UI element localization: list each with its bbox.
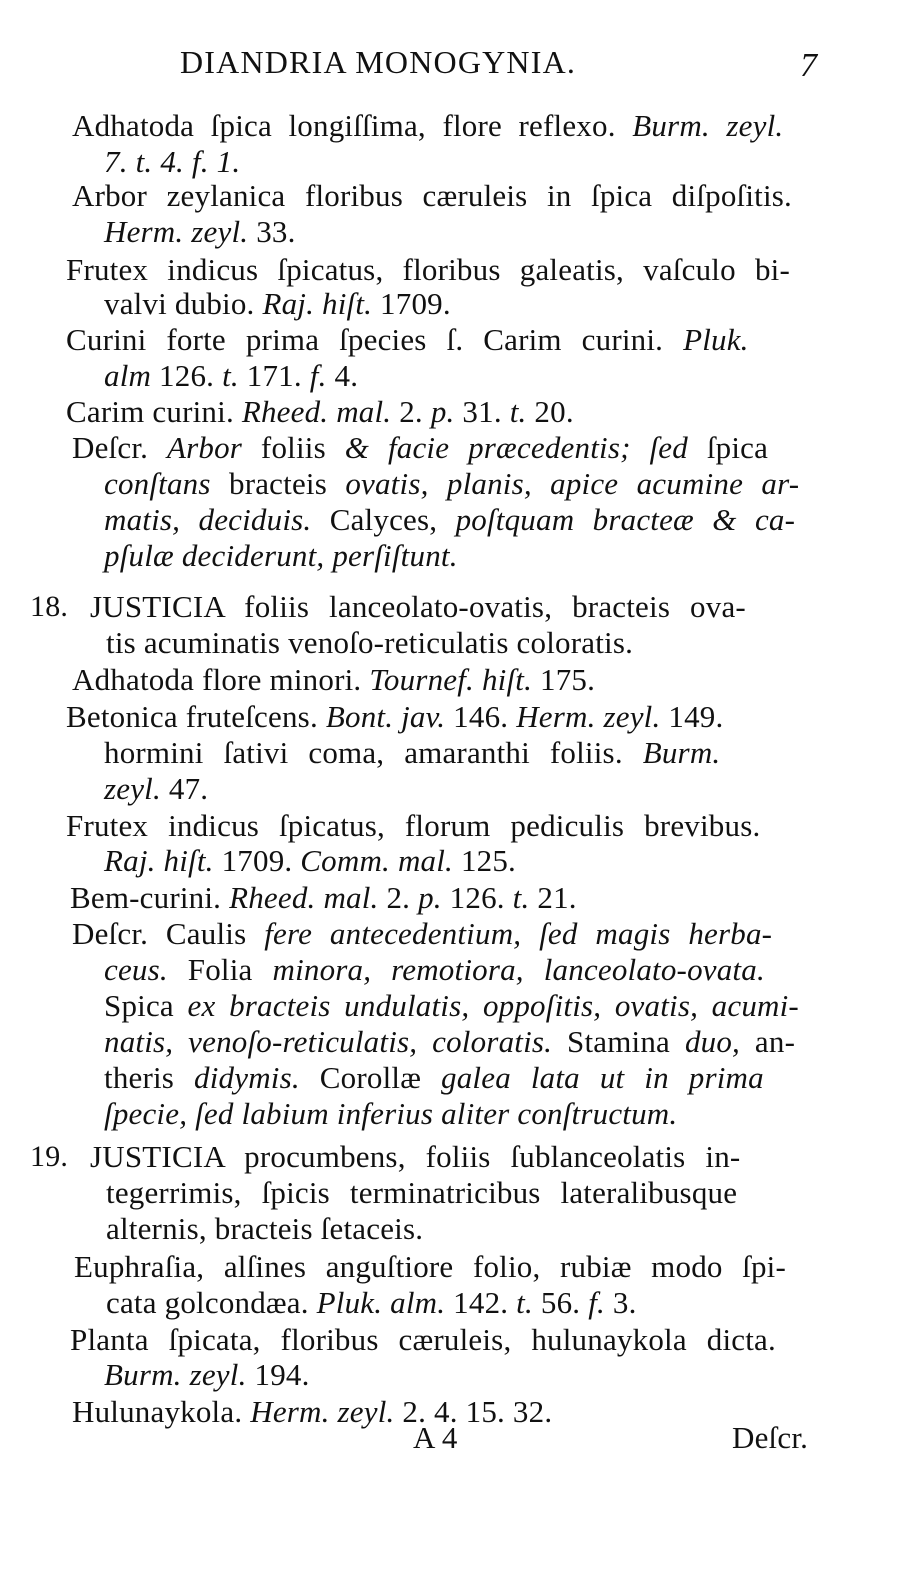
italic-run: duo,	[684, 1024, 740, 1059]
italic-run: Burm. zeyl.	[632, 108, 784, 143]
roman-run: 2.	[378, 880, 419, 915]
italic-run: didymis.	[194, 1060, 300, 1095]
roman-run: 142.	[445, 1285, 517, 1320]
roman-run: 125.	[453, 843, 516, 878]
roman-run: 146.	[445, 699, 517, 734]
italic-run: & facie præcedentis; ſed	[344, 430, 688, 465]
roman-run: Deſcr. Caulis	[72, 916, 265, 951]
roman-run: Adhatoda ſpica longiſſima, flore reflexo.	[72, 108, 633, 143]
italic-run: Tournef. hiſt.	[369, 662, 533, 697]
text-line	[72, 914, 772, 954]
signature-mark: A 4	[413, 1420, 458, 1455]
running-header: DIANDRIA MONOGYNIA.	[180, 44, 577, 80]
roman-run: hormini ſativi coma, amaranthi foliis.	[104, 735, 643, 770]
italic-run: t.	[222, 358, 239, 393]
italic-run: p.	[418, 880, 442, 915]
italic-run: alm	[104, 358, 152, 393]
text-line	[90, 1137, 740, 1177]
italic-run: matis, deciduis.	[104, 502, 312, 537]
roman-run: Folia	[167, 952, 273, 987]
italic-run: ex bracteis undulatis, oppoſitis, ovatis, acumi-	[187, 988, 799, 1023]
roman-run: tis acuminatis venoſo-reticulatis coloratis.	[106, 625, 634, 660]
text-line	[104, 500, 795, 540]
roman-run: 194.	[246, 1357, 310, 1392]
text-line	[90, 587, 746, 627]
text-line	[72, 106, 783, 146]
roman-run: JUSTICIA procumbens, foliis ſublanceolatis in-	[90, 1139, 741, 1174]
roman-run: 126.	[441, 880, 513, 915]
italic-run: pſulæ deciderunt, perſiſtunt.	[104, 538, 458, 573]
italic-run: Pluk. alm.	[316, 1285, 446, 1320]
italic-run: Rheed. mal.	[229, 880, 379, 915]
italic-run: Burm. zeyl.	[104, 1357, 247, 1392]
roman-run: 33.	[248, 214, 296, 249]
italic-run: Bont. jav.	[325, 699, 446, 734]
text-line	[104, 356, 358, 396]
roman-run: ſpica	[687, 430, 769, 465]
text-line	[104, 1094, 677, 1134]
page-number: 7	[800, 47, 818, 84]
italic-run: Comm. mal.	[300, 843, 453, 878]
italic-run: f.	[588, 1285, 605, 1320]
italic-run: minora, remotiora, lanceolato-ovata.	[272, 952, 765, 987]
text-line	[72, 176, 792, 216]
italic-run: poſtquam bracteæ & ca-	[455, 502, 796, 537]
italic-run: Pluk.	[683, 322, 749, 357]
roman-run: 1709.	[213, 843, 301, 878]
text-line	[72, 1392, 552, 1432]
roman-run: JUSTICIA foliis lanceolato-ovatis, bracteis ova-	[90, 589, 746, 624]
catchword: Deſcr.	[732, 1420, 809, 1455]
text-line	[104, 986, 799, 1026]
text-line	[106, 1283, 637, 1323]
roman-run: Spica	[104, 988, 188, 1023]
text-line	[66, 320, 749, 360]
italic-run: t.	[516, 1285, 533, 1320]
text-line	[104, 769, 208, 809]
text-line	[104, 950, 765, 990]
text-line	[106, 1173, 737, 1213]
roman-run: Carim curini.	[66, 394, 242, 429]
roman-run: Arbor zeylanica floribus cæruleis in ſpica diſpoſitis.	[72, 178, 792, 213]
entry-number-19: 19.	[30, 1140, 69, 1173]
italic-run: conſtans	[104, 466, 211, 501]
roman-run: Stamina	[552, 1024, 685, 1059]
roman-run: an-	[740, 1024, 796, 1059]
text-line	[72, 660, 595, 700]
italic-run: 7. t. 4. f. 1.	[104, 144, 241, 179]
italic-run: Herm. zeyl.	[250, 1394, 395, 1429]
text-line	[72, 428, 768, 468]
text-line	[104, 1058, 764, 1098]
roman-run: 31.	[454, 394, 510, 429]
italic-run: zeyl.	[104, 771, 161, 806]
roman-run: 2.	[391, 394, 431, 429]
roman-run: Planta ſpicata, floribus cæruleis, hulunaykola dicta.	[70, 1322, 776, 1357]
italic-run: Herm. zeyl.	[104, 214, 249, 249]
text-line	[106, 623, 633, 663]
roman-run: 2. 4. 15. 32.	[394, 1394, 553, 1429]
italic-run: ovatis, planis, apice acumine ar-	[345, 466, 800, 501]
text-line	[104, 536, 458, 576]
italic-run: p.	[430, 394, 455, 429]
roman-run: Frutex indicus ſpicatus, florum pediculis brevibus.	[66, 808, 761, 843]
italic-run: Herm. zeyl.	[516, 699, 661, 734]
roman-run: 20.	[526, 394, 574, 429]
roman-run: Corollæ	[299, 1060, 442, 1095]
text-line	[66, 392, 574, 432]
roman-run: Calyces,	[311, 502, 456, 537]
roman-run: cata golcondæa.	[106, 1285, 317, 1320]
italic-run: Raj. hiſt.	[104, 843, 214, 878]
text-line	[104, 733, 720, 773]
text-line	[70, 1320, 776, 1360]
italic-run: t.	[512, 880, 530, 915]
roman-run: Curini forte prima ſpecies ſ. Carim curini.	[66, 322, 684, 357]
roman-run: 47.	[160, 771, 209, 806]
roman-run: 21.	[529, 880, 577, 915]
italic-run: ſpecie, ſed labium inferius aliter conſtructum.	[104, 1096, 678, 1131]
roman-run: Betonica fruteſcens.	[66, 699, 326, 734]
roman-run: 171.	[238, 358, 310, 393]
text-line	[104, 212, 296, 252]
text-line	[70, 878, 577, 918]
roman-run: valvi dubio.	[104, 286, 263, 321]
italic-run: Rheed. mal.	[241, 394, 392, 429]
italic-run: natis, venoſo-reticulatis, coloratis.	[104, 1024, 553, 1059]
roman-run: theris	[104, 1060, 195, 1095]
roman-run: Deſcr.	[72, 430, 167, 465]
italic-run: Arbor	[166, 430, 243, 465]
roman-run: bracteis	[210, 466, 346, 501]
text-line	[66, 806, 760, 846]
roman-run: foliis	[242, 430, 345, 465]
text-line	[104, 841, 516, 881]
roman-run: alternis, bracteis ſetaceis.	[106, 1211, 424, 1246]
italic-run: Raj. hiſt.	[262, 286, 373, 321]
roman-run: Hulunaykola.	[72, 1394, 251, 1429]
roman-run: 126.	[151, 358, 223, 393]
roman-run: 3.	[604, 1285, 637, 1320]
text-line	[104, 1355, 310, 1395]
italic-run: fere antecedentium, ſed magis herba-	[264, 916, 773, 951]
roman-run: Adhatoda flore minori.	[72, 662, 370, 697]
text-line	[104, 284, 451, 324]
roman-run: 149.	[660, 699, 724, 734]
roman-run: 175.	[532, 662, 596, 697]
roman-run: Euphraſia, alſines anguſtiore folio, rubiæ modo ſpi-	[74, 1249, 786, 1284]
roman-run: 1709.	[372, 286, 451, 321]
italic-run: t.	[509, 394, 527, 429]
roman-run: Frutex indicus ſpicatus, floribus galeatis, vaſculo bi-	[66, 252, 790, 287]
roman-run: 4.	[326, 358, 359, 393]
text-line	[104, 1022, 795, 1062]
entry-number-18: 18.	[30, 590, 69, 623]
roman-run: tegerrimis, ſpicis terminatricibus lateralibusque	[106, 1175, 738, 1210]
italic-run: Burm.	[642, 735, 721, 770]
roman-run: 56.	[532, 1285, 589, 1320]
italic-run: ceus.	[104, 952, 168, 987]
text-line	[106, 1209, 423, 1249]
text-line	[74, 1247, 786, 1287]
text-line	[104, 464, 799, 504]
italic-run: f.	[309, 358, 327, 393]
italic-run: galea lata ut in prima	[441, 1060, 764, 1095]
roman-run: Bem-curini.	[70, 880, 230, 915]
text-line	[66, 697, 723, 737]
